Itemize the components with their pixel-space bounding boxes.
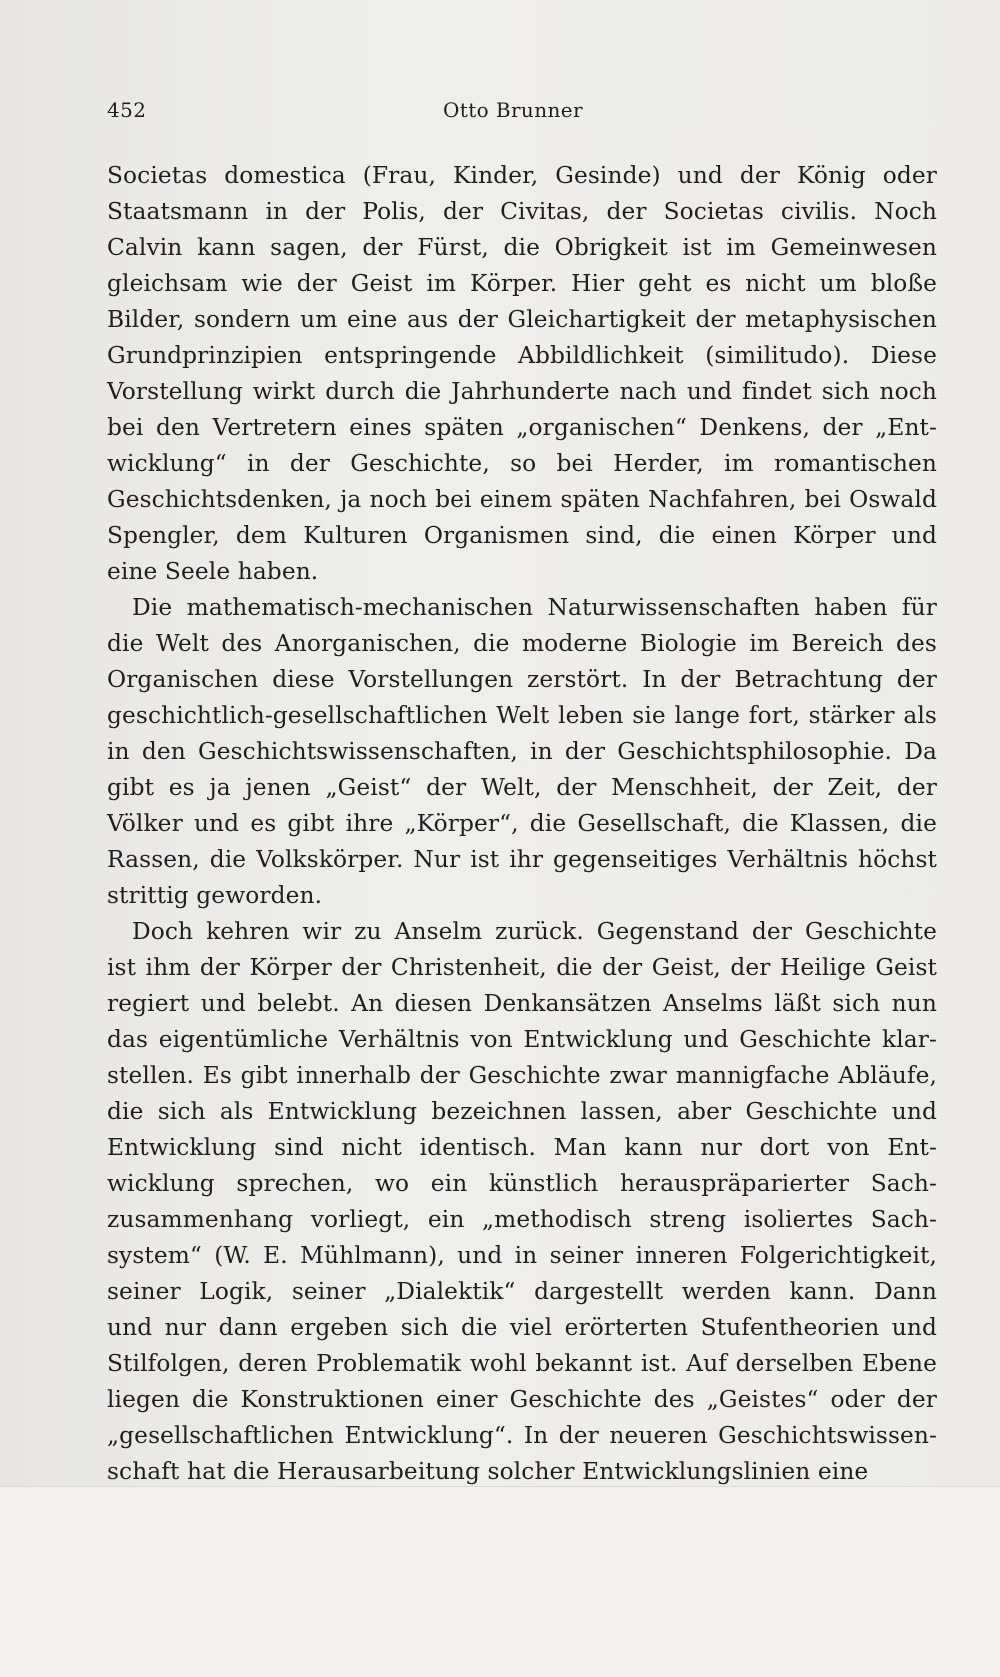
text-line: wicklung sprechen, wo ein künstlich herauspräparierter Sach-	[107, 1170, 937, 1197]
text-line: das eigentümliche Verhältnis von Entwicklung und Geschichte klar-	[107, 1026, 937, 1053]
text-line: Vorstellung wirkt durch die Jahrhunderte nach und findet sich noch	[107, 378, 937, 405]
text-line: zusammenhang vorliegt, ein „methodisch streng isoliertes Sach-	[107, 1206, 937, 1233]
text-line: strittig geworden.	[107, 882, 323, 909]
text-line: schaft hat die Herausarbeitung solcher Entwicklungslinien eine	[107, 1458, 869, 1485]
text-line: in den Geschichtswissenschaften, in der Geschichtsphilosophie. Da	[107, 738, 937, 765]
text-line: Entwicklung sind nicht identisch. Man kann nur dort von Ent-	[107, 1134, 937, 1161]
text-line: geschichtlich-gesellschaftlichen Welt leben sie lange fort, stärker als	[107, 702, 937, 729]
text-line: und nur dann ergeben sich die viel erörterten Stufentheorien und	[107, 1314, 937, 1341]
text-line: „gesellschaftlichen Entwicklung“. In der neueren Geschichtswissen-	[107, 1422, 937, 1449]
text-line: system“ (W. E. Mühlmann), und in seiner inneren Folgerichtigkeit,	[107, 1242, 937, 1269]
text-line: Spengler, dem Kulturen Organismen sind, die einen Körper und	[107, 522, 937, 549]
text-line: bei den Vertretern eines späten „organischen“ Denkens, der „Ent-	[107, 414, 937, 441]
text-line: Doch kehren wir zu Anselm zurück. Gegenstand der Geschichte	[132, 918, 937, 945]
text-line: Staatsmann in der Polis, der Civitas, der Societas civilis. Noch	[107, 198, 937, 225]
text-line: Stilfolgen, deren Problematik wohl bekannt ist. Auf derselben Ebene	[107, 1350, 937, 1377]
text-line: gibt es ja jenen „Geist“ der Welt, der Menschheit, der Zeit, der	[107, 774, 937, 801]
text-line: stellen. Es gibt innerhalb der Geschichte zwar mannigfache Abläufe,	[107, 1062, 937, 1089]
paragraph	[107, 590, 937, 914]
text-line: eine Seele haben.	[107, 558, 319, 585]
text-line: Völker und es gibt ihre „Körper“, die Gesellschaft, die Klassen, die	[107, 810, 937, 837]
text-line: Societas domestica (Frau, Kinder, Gesinde) und der König oder	[107, 162, 937, 189]
running-head: Otto Brunner	[443, 98, 583, 122]
text-line: Rassen, die Volkskörper. Nur ist ihr gegenseitiges Verhältnis höchst	[107, 846, 937, 873]
paragraph	[107, 158, 937, 590]
text-line: seiner Logik, seiner „Dialektik“ dargestellt werden kann. Dann	[107, 1278, 937, 1305]
paragraph	[107, 914, 937, 1490]
page-bottom-margin	[0, 1486, 1000, 1677]
text-line: liegen die Konstruktionen einer Geschichte des „Geistes“ oder der	[107, 1386, 937, 1413]
text-line: Organischen diese Vorstellungen zerstört. In der Betrachtung der	[107, 666, 937, 693]
text-line: Geschichtsdenken, ja noch bei einem späten Nachfahren, bei Oswald	[107, 486, 937, 513]
text-line: Die mathematisch-mechanischen Naturwissenschaften haben für	[132, 594, 937, 621]
text-line: gleichsam wie der Geist im Körper. Hier geht es nicht um bloße	[107, 270, 937, 297]
text-line: Calvin kann sagen, der Fürst, die Obrigkeit ist im Gemeinwesen	[107, 234, 937, 261]
text-line: Grundprinzipien entspringende Abbildlichkeit (similitudo). Diese	[107, 342, 937, 369]
page-header	[107, 94, 937, 126]
body-text	[107, 158, 937, 1490]
page-number: 452	[107, 98, 147, 122]
text-line: regiert und belebt. An diesen Denkansätzen Anselms läßt sich nun	[107, 990, 937, 1017]
text-line: die sich als Entwicklung bezeichnen lassen, aber Geschichte und	[107, 1098, 937, 1125]
text-line: wicklung“ in der Geschichte, so bei Herder, im romantischen	[107, 450, 937, 477]
text-line: Bilder, sondern um eine aus der Gleichartigkeit der metaphysischen	[107, 306, 937, 333]
text-line: die Welt des Anorganischen, die moderne Biologie im Bereich des	[107, 630, 937, 657]
text-line: ist ihm der Körper der Christenheit, die der Geist, der Heilige Geist	[107, 954, 937, 981]
